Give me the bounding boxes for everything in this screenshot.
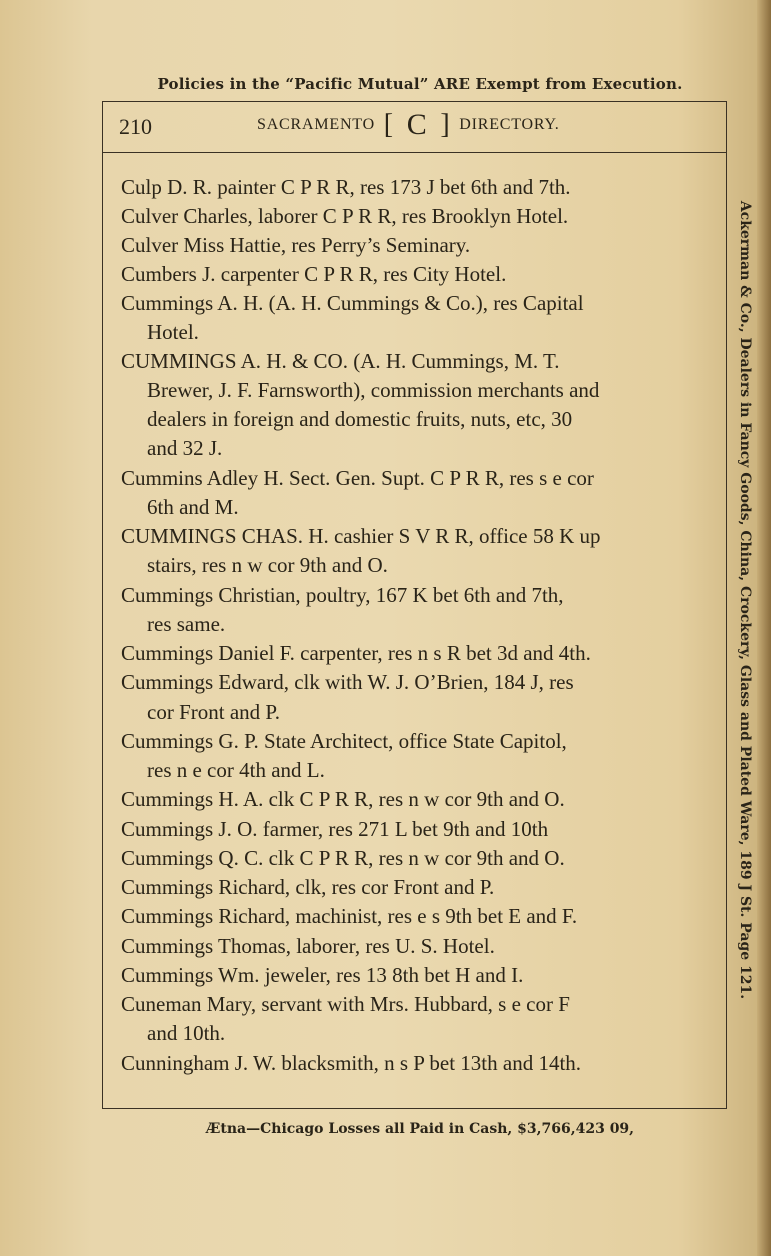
entry-line: res n e cor 4th and L. (147, 758, 325, 782)
entry-line: Cummings Thomas, laborer, res U. S. Hotel. (121, 934, 495, 958)
entry-line: Cuneman Mary, servant with Mrs. Hubbard, s e cor F (121, 992, 570, 1016)
running-head-letter: C (406, 108, 428, 141)
entry-line: Culver Charles, laborer C P R R, res Brooklyn Hotel. (121, 204, 569, 228)
entry-line: 6th and M. (147, 495, 239, 519)
running-head-city: SACRAMENTO (257, 116, 375, 133)
entry-line: dealers in foreign and domestic fruits, nuts, etc, 30 (147, 407, 573, 431)
entry-line: Brewer, J. F. Farnsworth), commission merchants and (147, 378, 600, 402)
running-head-open-bracket: [ (383, 109, 394, 140)
entry-line: Cummings Richard, clk, res cor Front and P. (121, 875, 495, 899)
entry-line: and 32 J. (147, 436, 223, 460)
entry-line: res same. (147, 612, 226, 636)
entry-line: Cummings G. P. State Architect, office State Capitol, (121, 729, 567, 753)
entry-line: Cummings Christian, poultry, 167 K bet 6th and 7th, (121, 583, 564, 607)
entry-line: Cummings Richard, machinist, res e s 9th bet E and F. (121, 904, 578, 928)
page-edge-shadow (757, 0, 771, 1256)
entry-line: Hotel. (147, 320, 199, 344)
entry-line: stairs, res n w cor 9th and O. (147, 553, 388, 577)
entry-line: Cummings Daniel F. carpenter, res n s R bet 3d and 4th. (121, 641, 591, 665)
entry-line: Culver Miss Hattie, res Perry’s Seminary. (121, 233, 471, 257)
right-margin-advert: Ackerman & Co., Dealers in Fancy Goods, China, Crockery, Glass and Plated Ware, 189 J St. Page 121. (737, 200, 753, 1000)
top-margin-advert: Policies in the “Pacific Mutual” ARE Exempt from Execution. (157, 75, 683, 93)
entry-line: Cummings Edward, clk with W. J. O’Brien, 184 J, res (121, 670, 574, 694)
page-number: 210 (119, 114, 152, 139)
entry-line: and 10th. (147, 1021, 226, 1045)
page-header (102, 108, 727, 148)
entry-line: Cummings H. A. clk C P R R, res n w cor 9th and O. (121, 787, 565, 811)
entry-line: Cunningham J. W. blacksmith, n s P bet 13th and 14th. (121, 1051, 582, 1075)
entry-line: Cummings Q. C. clk C P R R, res n w cor 9th and O. (121, 846, 565, 870)
running-head (257, 108, 560, 142)
entry-line: CUMMINGS CHAS. H. cashier S V R R, office 58 K up (121, 524, 601, 548)
entry-line: cor Front and P. (147, 700, 280, 724)
running-head-section: DIRECTORY. (459, 116, 560, 133)
bottom-margin-advert: Ætna—Chicago Losses all Paid in Cash, $3,766,423 09, (205, 1121, 635, 1137)
header-rule (103, 152, 726, 153)
entry-line: Cummings J. O. farmer, res 271 L bet 9th and 10th (121, 817, 549, 841)
entry-line: Cummins Adley H. Sect. Gen. Supt. C P R R, res s e cor (121, 466, 594, 490)
entry-line: Culp D. R. painter C P R R, res 173 J bet 6th and 7th. (121, 175, 571, 199)
entry-line: Cummings Wm. jeweler, res 13 8th bet H and I. (121, 963, 524, 987)
running-head-close-bracket: ] (440, 109, 451, 140)
entry-line: CUMMINGS A. H. & CO. (A. H. Cummings, M. T. (121, 349, 560, 373)
entry-line: Cumbers J. carpenter C P R R, res City Hotel. (121, 262, 507, 286)
entry-line: Cummings A. H. (A. H. Cummings & Co.), res Capital (121, 291, 584, 315)
